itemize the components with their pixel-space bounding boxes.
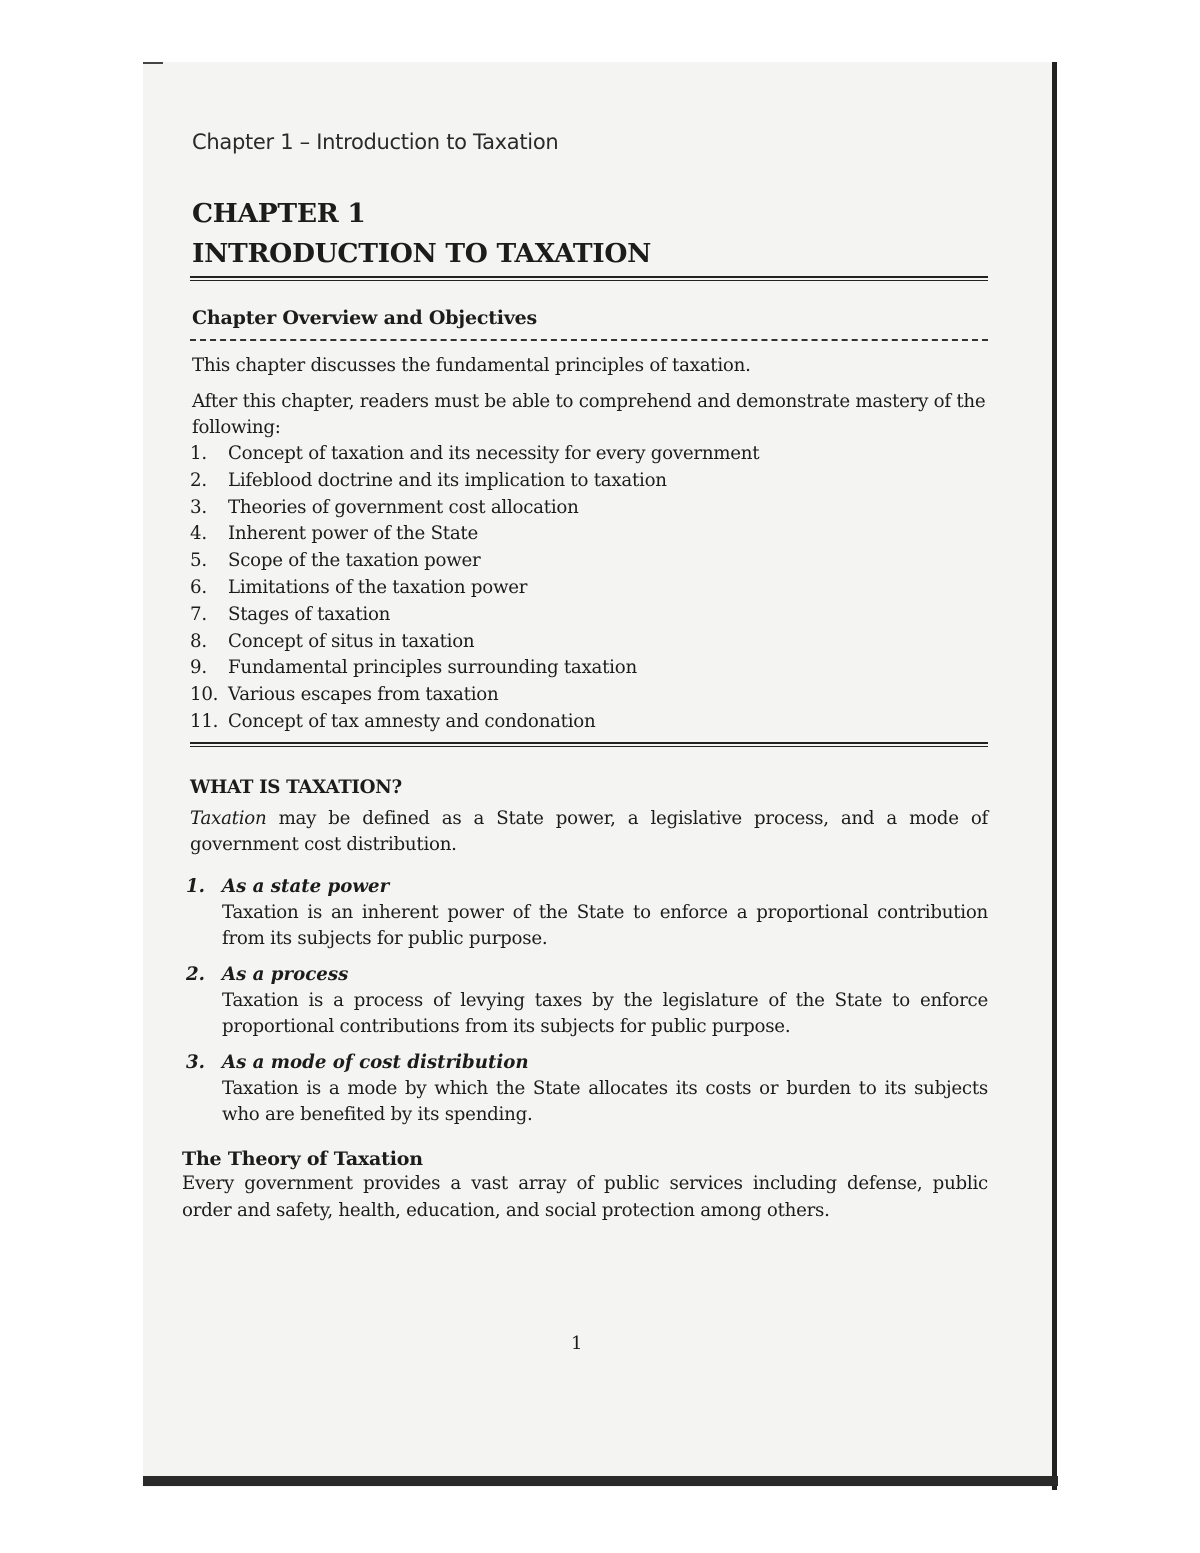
list-item [190, 468, 988, 495]
list-item-text: Scope of the taxation power [228, 550, 481, 572]
list-item-number: 2. [186, 963, 205, 985]
chapter-number: CHAPTER 1 [192, 198, 366, 229]
list-item-number: 2. [190, 469, 207, 491]
document-page [182, 130, 988, 1224]
list-item-number: 5. [190, 550, 207, 572]
scan-bottom-edge [143, 1476, 1058, 1486]
list-item-number: 7. [190, 603, 207, 625]
theory-heading: The Theory of Taxation [182, 1147, 423, 1170]
objectives-list [190, 441, 988, 736]
list-item-number: 3. [190, 496, 207, 518]
list-item-text: Taxation is a process of levying taxes by the legislature of the State to enforce proportional contributions from its subjects for public purpose. [222, 989, 988, 1037]
list-item [190, 441, 988, 468]
list-item-text: Stages of taxation [228, 603, 391, 625]
list-item-text: Concept of situs in taxation [228, 630, 475, 652]
taxation-modes-list [186, 874, 988, 1128]
list-item-heading: As a process [222, 963, 349, 985]
list-item-text: Taxation is a mode by which the State allocates its costs or burden to its subjects who are benefited by its spending. [222, 1077, 988, 1125]
definition-term: Taxation [190, 807, 267, 829]
list-item-text: Various escapes from taxation [228, 684, 499, 706]
list-item [186, 1050, 988, 1128]
scan-corner-mark [143, 62, 163, 64]
list-item [190, 709, 988, 736]
list-item-text: Taxation is an inherent power of the State to enforce a proportional contribution from its subjects for public purpose. [222, 901, 988, 949]
overview-heading: Chapter Overview and Objectives [192, 307, 538, 329]
list-item-heading: As a state power [222, 875, 390, 897]
list-item-number: 11. [190, 710, 219, 732]
list-item [190, 602, 988, 629]
chapter-title: INTRODUCTION TO TAXATION [192, 238, 652, 269]
list-item-text: Limitations of the taxation power [228, 576, 528, 598]
list-item-number: 9. [190, 657, 207, 679]
list-item-number: 4. [190, 523, 207, 545]
list-item-number: 10. [190, 684, 219, 706]
theory-paragraph: Every government provides a vast array of public services including defense, public order and safety, health, education, and social protection among others. [182, 1172, 988, 1221]
list-item-number: 8. [190, 630, 207, 652]
list-item [186, 874, 988, 952]
list-item-text: Inherent power of the State [228, 523, 478, 545]
list-item [190, 629, 988, 656]
section-heading: WHAT IS TAXATION? [190, 776, 402, 798]
list-item [186, 962, 988, 1040]
list-item-text: Theories of government cost allocation [228, 496, 579, 518]
overview-end-rule [190, 742, 988, 747]
list-item [190, 575, 988, 602]
list-item-number: 3. [186, 1051, 205, 1073]
running-head: Chapter 1 – Introduction to Taxation [192, 130, 559, 154]
list-item-number: 1. [186, 875, 205, 897]
overview-intro: This chapter discusses the fundamental principles of taxation. [192, 355, 751, 376]
title-rule [190, 276, 988, 281]
list-item-text: Fundamental principles surrounding taxation [228, 657, 637, 679]
list-item-heading: As a mode of cost distribution [222, 1051, 529, 1073]
list-item-text: Lifeblood doctrine and its implication to taxation [228, 469, 667, 491]
page-number: 1 [571, 1333, 583, 1354]
list-item [190, 655, 988, 682]
list-item [190, 682, 988, 709]
list-item [190, 521, 988, 548]
dashed-divider [190, 339, 988, 341]
overview-lead: After this chapter, readers must be able to comprehend and demonstrate mastery of the following: [192, 391, 986, 438]
list-item-text: Concept of taxation and its necessity for every government [228, 443, 760, 464]
list-item-number: 6. [190, 576, 207, 598]
definition-text: may be defined as a State power, a legislative process, and a mode of government cost distribution. [190, 807, 988, 855]
list-item [190, 548, 988, 575]
list-item-text: Concept of tax amnesty and condonation [228, 710, 596, 732]
taxation-definition [190, 806, 988, 858]
scan-right-edge [1052, 62, 1057, 1490]
list-item [190, 495, 988, 522]
list-item-number: 1. [190, 443, 207, 464]
